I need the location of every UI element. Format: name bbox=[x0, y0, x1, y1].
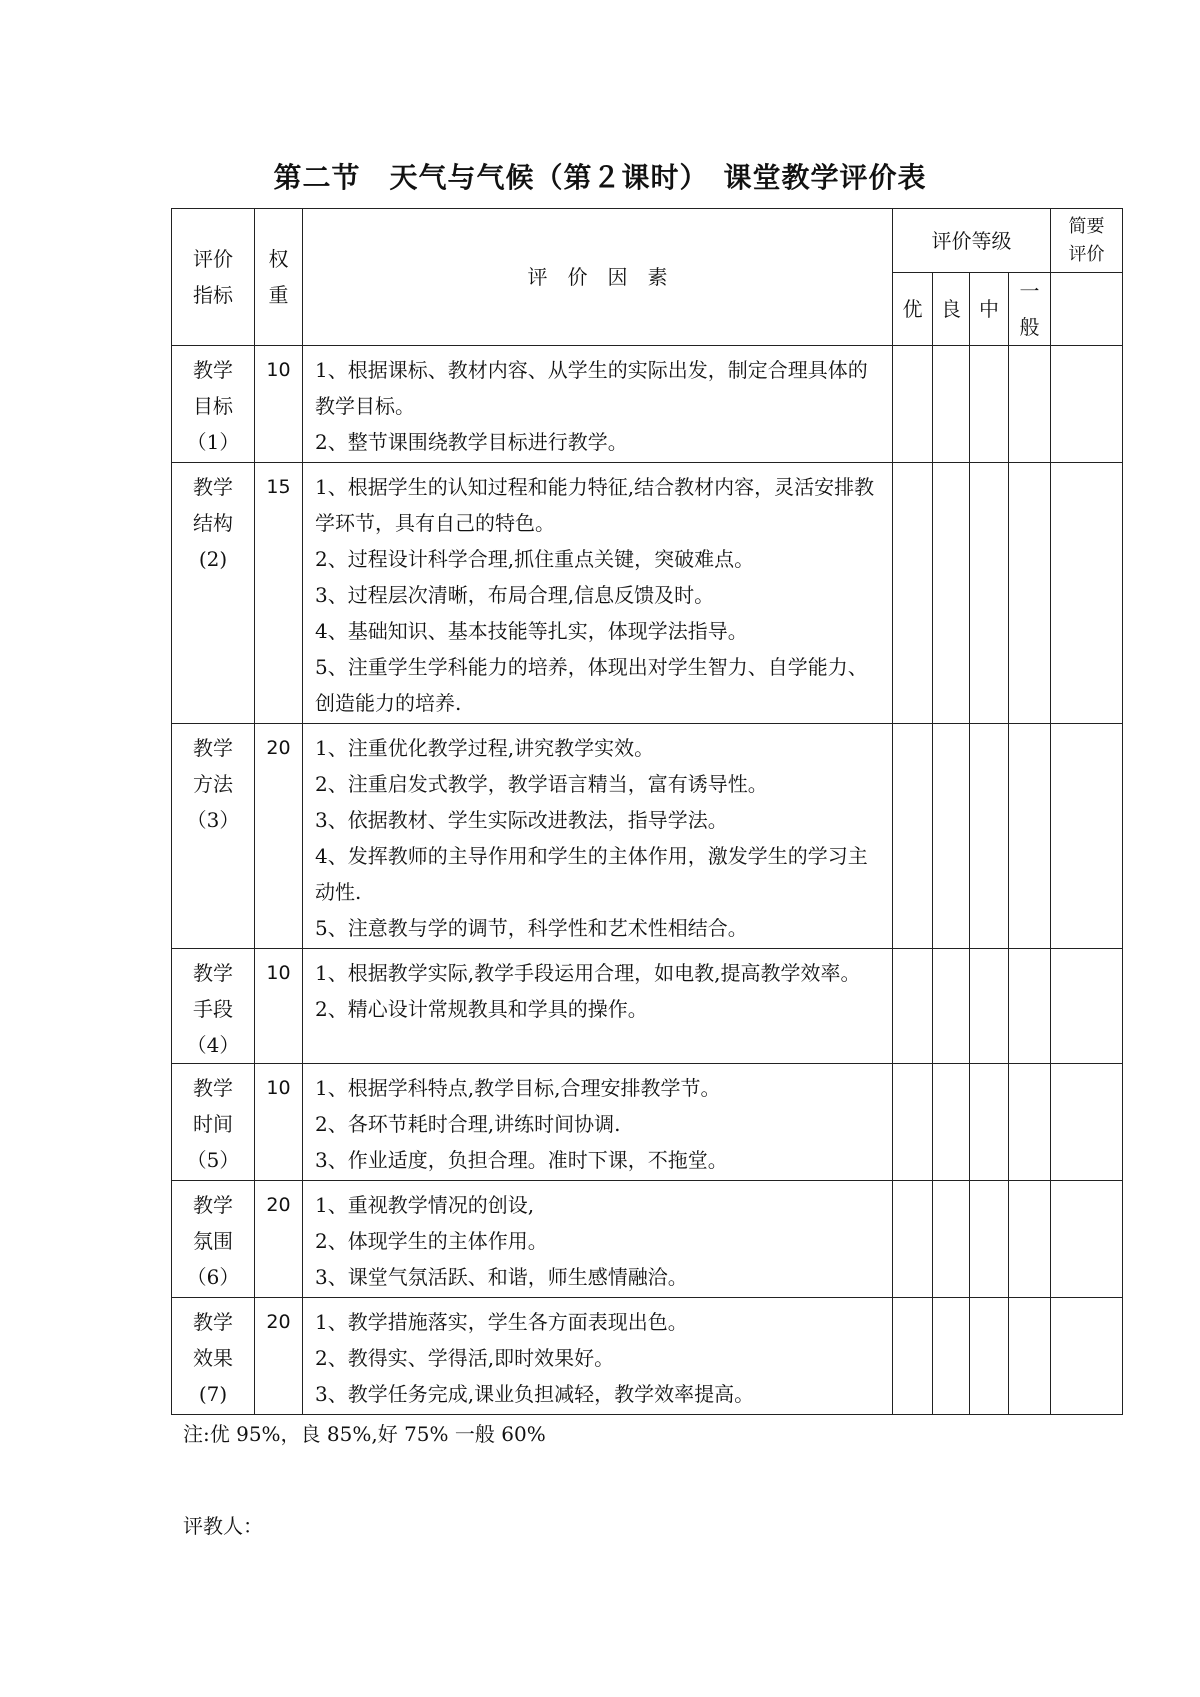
row-indicator: 教学 方法 （3） bbox=[172, 724, 255, 949]
brief-comment-cell[interactable] bbox=[1051, 949, 1123, 1064]
grade-fair-cell[interactable] bbox=[1009, 1064, 1051, 1181]
row-weight: 10 bbox=[255, 1064, 303, 1181]
grade-fair-cell[interactable] bbox=[1009, 1298, 1051, 1415]
grade-fair-cell[interactable] bbox=[1009, 346, 1051, 463]
header-brief: 简要 评价 bbox=[1051, 209, 1123, 273]
grade-medium-cell[interactable] bbox=[970, 1181, 1009, 1298]
grade-medium-cell[interactable] bbox=[970, 949, 1009, 1064]
factor-item: 2、过程设计科学合理,抓住重点关键，突破难点。 bbox=[315, 547, 755, 571]
grade-fair-cell[interactable] bbox=[1009, 1181, 1051, 1298]
row-indicator: 教学 目标 （1） bbox=[172, 346, 255, 463]
row-weight: 15 bbox=[255, 463, 303, 724]
row-indicator: 教学 结构 (2) bbox=[172, 463, 255, 724]
header-indicator: 评价 指标 bbox=[172, 209, 255, 346]
brief-comment-cell[interactable] bbox=[1051, 1298, 1123, 1415]
factor-item: 3、作业适度，负担合理。准时下课，不拖堂。 bbox=[315, 1148, 728, 1172]
factor-item: 1、教学措施落实，学生各方面表现出色。 bbox=[315, 1310, 688, 1334]
row-indicator: 教学 手段 （4） bbox=[172, 949, 255, 1064]
brief-comment-cell[interactable] bbox=[1051, 724, 1123, 949]
row-factors bbox=[303, 724, 893, 949]
header-weight: 权 重 bbox=[255, 209, 303, 346]
factor-item: 3、教学任务完成,课业负担减轻，教学效率提高。 bbox=[315, 1382, 755, 1406]
evaluator-label: 评教人： bbox=[183, 1514, 263, 1538]
row-factors bbox=[303, 1064, 893, 1181]
row-factors bbox=[303, 949, 893, 1064]
factor-item: 1、根据课标、教材内容、从学生的实际出发，制定合理具体的教学目标。 bbox=[315, 358, 868, 418]
factor-item: 2、整节课围绕教学目标进行教学。 bbox=[315, 430, 628, 454]
grade-fair-cell[interactable] bbox=[1009, 724, 1051, 949]
row-weight: 10 bbox=[255, 346, 303, 463]
brief-comment-cell[interactable] bbox=[1051, 463, 1123, 724]
grade-medium-cell[interactable] bbox=[970, 463, 1009, 724]
header-grade-group: 评价等级 bbox=[893, 209, 1051, 273]
factor-item: 2、体现学生的主体作用。 bbox=[315, 1229, 548, 1253]
factor-item: 5、注意教与学的调节，科学性和艺术性相结合。 bbox=[315, 916, 748, 940]
grade-medium-cell[interactable] bbox=[970, 1298, 1009, 1415]
row-factors bbox=[303, 463, 893, 724]
header-factors: 评 价 因 素 bbox=[303, 209, 893, 346]
grade-good-cell[interactable] bbox=[933, 1064, 970, 1181]
table-row bbox=[172, 346, 1123, 463]
grade-good-cell[interactable] bbox=[933, 1298, 970, 1415]
grade-medium-cell[interactable] bbox=[970, 346, 1009, 463]
factor-item: 3、过程层次清晰，布局合理,信息反馈及时。 bbox=[315, 583, 715, 607]
factor-item: 2、注重启发式教学，教学语言精当，富有诱导性。 bbox=[315, 772, 768, 796]
row-weight: 10 bbox=[255, 949, 303, 1064]
grade-excellent-cell[interactable] bbox=[893, 463, 933, 724]
grade-excellent-cell[interactable] bbox=[893, 1064, 933, 1181]
row-indicator: 教学 效果 (7) bbox=[172, 1298, 255, 1415]
row-indicator: 教学 时间 （5） bbox=[172, 1064, 255, 1181]
header-grade-good: 良 bbox=[933, 273, 970, 346]
grade-good-cell[interactable] bbox=[933, 346, 970, 463]
factor-item: 4、发挥教师的主导作用和学生的主体作用，激发学生的学习主动性. bbox=[315, 844, 868, 904]
brief-comment-cell[interactable] bbox=[1051, 346, 1123, 463]
factor-item: 2、各环节耗时合理,讲练时间协调. bbox=[315, 1112, 621, 1136]
factor-item: 3、依据教材、学生实际改进教法，指导学法。 bbox=[315, 808, 728, 832]
evaluation-table bbox=[171, 208, 1123, 1415]
header-brief-blank bbox=[1051, 273, 1123, 346]
table-row bbox=[172, 1181, 1123, 1298]
table-row bbox=[172, 949, 1123, 1064]
grade-excellent-cell[interactable] bbox=[893, 1181, 933, 1298]
table-row bbox=[172, 1064, 1123, 1181]
factor-item: 1、根据学科特点,教学目标,合理安排教学节。 bbox=[315, 1076, 721, 1100]
grade-note: 注:优 95%，良 85%,好 75% 一般 60% bbox=[183, 1422, 546, 1446]
row-factors bbox=[303, 1298, 893, 1415]
factor-item: 4、基础知识、基本技能等扎实，体现学法指导。 bbox=[315, 619, 748, 643]
table-row bbox=[172, 1298, 1123, 1415]
brief-comment-cell[interactable] bbox=[1051, 1181, 1123, 1298]
row-factors bbox=[303, 346, 893, 463]
header-grade-fair: 一 般 bbox=[1009, 273, 1051, 346]
row-factors bbox=[303, 1181, 893, 1298]
factor-item: 1、根据学生的认知过程和能力特征,结合教材内容，灵活安排教学环节，具有自己的特色。 bbox=[315, 475, 875, 535]
grade-good-cell[interactable] bbox=[933, 463, 970, 724]
row-indicator: 教学 氛围 （6） bbox=[172, 1181, 255, 1298]
brief-comment-cell[interactable] bbox=[1051, 1064, 1123, 1181]
factor-item: 1、重视教学情况的创设, bbox=[315, 1193, 535, 1217]
factor-item: 2、教得实、学得活,即时效果好。 bbox=[315, 1346, 615, 1370]
factor-item: 3、课堂气氛活跃、和谐，师生感情融洽。 bbox=[315, 1265, 688, 1289]
factor-item: 5、注重学生学科能力的培养，体现出对学生智力、自学能力、创造能力的培养. bbox=[315, 655, 868, 715]
grade-fair-cell[interactable] bbox=[1009, 949, 1051, 1064]
grade-medium-cell[interactable] bbox=[970, 724, 1009, 949]
row-weight: 20 bbox=[255, 724, 303, 949]
row-weight: 20 bbox=[255, 1298, 303, 1415]
grade-good-cell[interactable] bbox=[933, 724, 970, 949]
header-grade-excellent: 优 bbox=[893, 273, 933, 346]
factor-item: 1、根据教学实际,教学手段运用合理，如电教,提高教学效率。 bbox=[315, 961, 861, 985]
grade-excellent-cell[interactable] bbox=[893, 724, 933, 949]
table-row bbox=[172, 463, 1123, 724]
table-row bbox=[172, 724, 1123, 949]
grade-excellent-cell[interactable] bbox=[893, 1298, 933, 1415]
grade-good-cell[interactable] bbox=[933, 949, 970, 1064]
header-grade-medium: 中 bbox=[970, 273, 1009, 346]
grade-fair-cell[interactable] bbox=[1009, 463, 1051, 724]
factor-item: 2、精心设计常规教具和学具的操作。 bbox=[315, 997, 648, 1021]
grade-excellent-cell[interactable] bbox=[893, 949, 933, 1064]
grade-medium-cell[interactable] bbox=[970, 1064, 1009, 1181]
grade-good-cell[interactable] bbox=[933, 1181, 970, 1298]
grade-excellent-cell[interactable] bbox=[893, 346, 933, 463]
page-title: 第二节 天气与气候（第２课时） 课堂教学评价表 bbox=[273, 161, 927, 194]
factor-item: 1、注重优化教学过程,讲究教学实效。 bbox=[315, 736, 655, 760]
row-weight: 20 bbox=[255, 1181, 303, 1298]
